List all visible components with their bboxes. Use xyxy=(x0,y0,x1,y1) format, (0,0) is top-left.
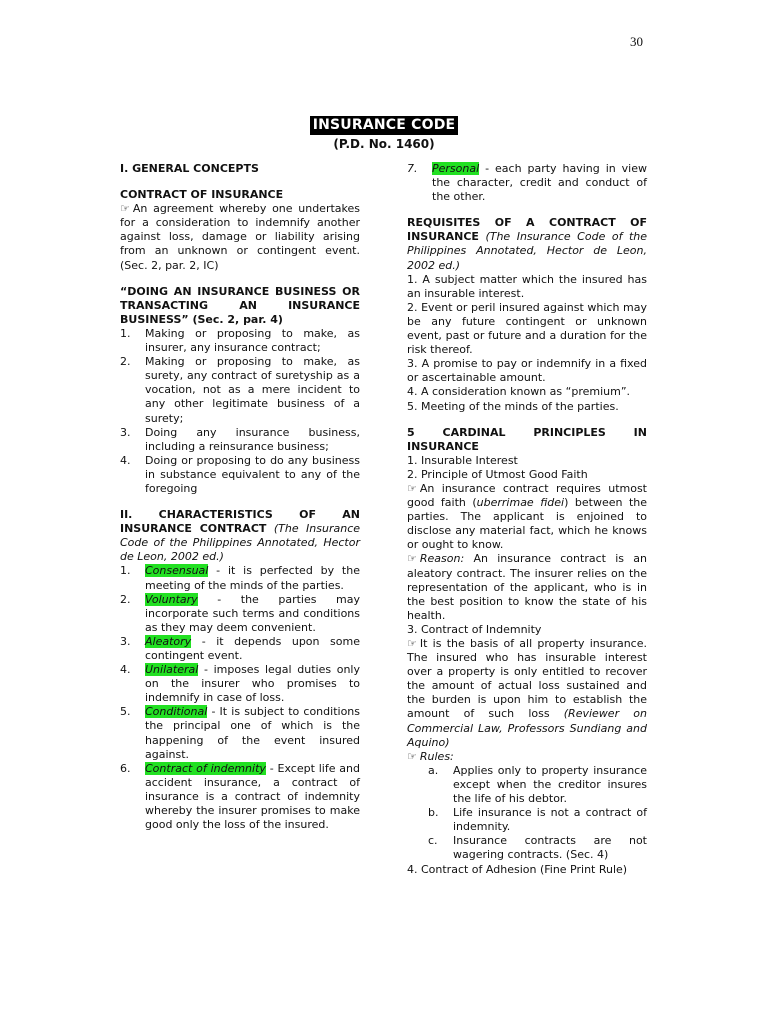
highlighted-term: Consensual xyxy=(145,564,209,578)
doing-business-list xyxy=(120,327,360,496)
page-subtitle: (P.D. No. 1460) xyxy=(333,137,435,151)
pointing-hand-icon: ☞ xyxy=(407,749,417,763)
pointing-hand-icon: ☞ xyxy=(407,481,417,495)
good-faith-text: ☞ An insurance contract requires utmost good faith (uberrimae fidei) between the parties. The applicant is enjoined to disclose any material fact, which he knows or ought to know. xyxy=(407,481,647,552)
list-item: 5. Conditional - It is subject to conditions the principal one of which is the happening of the event insured against. xyxy=(120,705,360,761)
list-item: 2. Voluntary - the parties may incorporate such terms and conditions as they may deem convenient. xyxy=(120,592,360,634)
highlighted-term: Conditional xyxy=(145,705,208,719)
indemnity-text: ☞ It is the basis of all property insurance. The insured who has insurable interest over a property is only entitled to recover the amount of actual loss sustained and the burden is upon him to establish the amount of such loss (Reviewer on Commercial Law, Professors Sundiang and Aquino) xyxy=(407,637,647,749)
cardinal-principles-heading: 5 CARDINAL PRINCIPLES IN INSURANCE xyxy=(407,425,647,453)
cardinal-principle-item: 3. Contract of Indemnity xyxy=(407,622,542,636)
requisite-item: 3. A promise to pay or indemnify in a fixed or ascertainable amount. xyxy=(407,357,647,385)
list-item: 2. Making or proposing to make, as surety, any contract of suretyship as a vocation, not as a mere incident to any other legitimate business of a surety; xyxy=(120,355,360,425)
highlighted-term: Unilateral xyxy=(145,663,199,677)
list-item: 6. Contract of indemnity - Except life and accident insurance, a contract of insurance is a contract of indemnity whereby the insurer promises to make good only the loss of the insured. xyxy=(120,761,361,832)
cardinal-principle-item: 1. Insurable Interest xyxy=(407,453,518,467)
left-column xyxy=(120,162,360,832)
rules-list xyxy=(407,764,647,863)
doing-business-heading: “DOING AN INSURANCE BUSINESS OR TRANSACTING AN INSURANCE BUSINESS” (Sec. 2, par. 4) xyxy=(120,284,360,326)
list-item: a. Applies only to property insurance except when the creditor insures the life of his debtor. xyxy=(428,763,647,806)
list-item: c. Insurance contracts are not wagering contracts. (Sec. 4) xyxy=(428,834,647,862)
pointing-hand-icon: ☞ xyxy=(407,637,417,650)
list-item: 7. Personal - each party having in view the character, credit and conduct of the other. xyxy=(407,162,647,204)
page-title: INSURANCE CODE xyxy=(310,116,459,135)
requisite-item: 5. Meeting of the minds of the parties. xyxy=(407,399,619,413)
highlighted-term: Voluntary xyxy=(145,592,198,606)
right-column xyxy=(407,162,647,877)
reason-text: ☞ Reason: An insurance contract is an aleatory contract. The insurer relies on the representation of the applicant, who is in the best position to know the state of his health. xyxy=(407,552,647,622)
list-item: 4. Doing or proposing to do any business in substance equivalent to any of the foregoing xyxy=(120,453,360,495)
list-item: 3. Aleatory - it depends upon some contingent event. xyxy=(120,634,360,662)
page-header xyxy=(0,114,768,152)
contract-definition: ☞ An agreement whereby one undertakes for a consideration to indemnify another against loss, damage or liability arising from an unknown or contingent event. (Sec. 2, par. 2, IC) xyxy=(120,202,360,272)
highlighted-term: Contract of indemnity xyxy=(145,761,266,775)
list-item: 4. Unilateral - imposes legal duties only on the insurer who promises to indemnify in case of loss. xyxy=(120,663,360,705)
list-item: 1. Making or proposing to make, as insurer, any insurance contract; xyxy=(120,326,360,355)
characteristics-list xyxy=(120,564,360,832)
characteristics-heading: II. CHARACTERISTICS OF AN INSURANCE CONTRACT (The Insurance Code of the Philippines Annotated, Hector de Leon, 2002 ed.) xyxy=(120,508,361,564)
rules-label: ☞ Rules: xyxy=(407,749,454,763)
highlighted-term: Aleatory xyxy=(145,634,192,648)
section-heading-general: I. GENERAL CONCEPTS xyxy=(120,162,259,175)
cardinal-principle-item: 2. Principle of Utmost Good Faith xyxy=(407,467,588,481)
pointing-hand-icon: ☞ xyxy=(407,552,417,566)
page-number: 30 xyxy=(630,34,643,49)
requisite-item: 1. A subject matter which the insured has an insurable interest. xyxy=(407,272,647,300)
list-item: 3. Doing any insurance business, including a reinsurance business; xyxy=(120,425,360,453)
cardinal-principle-item: 4. Contract of Adhesion (Fine Print Rule) xyxy=(407,862,628,876)
highlighted-term: Personal xyxy=(432,162,480,175)
requisites-heading: REQUISITES OF A CONTRACT OF INSURANCE (The Insurance Code of the Philippines Annotated, Hector de Leon, 2002 ed.) xyxy=(407,216,647,272)
contract-heading: CONTRACT OF INSURANCE xyxy=(120,188,284,202)
characteristics-list-continued xyxy=(407,162,647,204)
requisite-item: 2. Event or peril insured against which may be any future contingent or unknown event, past or future and a duration for the risk thereof. xyxy=(407,300,647,357)
list-item: b. Life insurance is not a contract of indemnity. xyxy=(428,806,647,834)
requisite-item: 4. A consideration known as “premium”. xyxy=(407,385,631,399)
pointing-hand-icon: ☞ xyxy=(120,202,130,216)
list-item: 1. Consensual - it is perfected by the meeting of the minds of the parties. xyxy=(120,564,360,592)
